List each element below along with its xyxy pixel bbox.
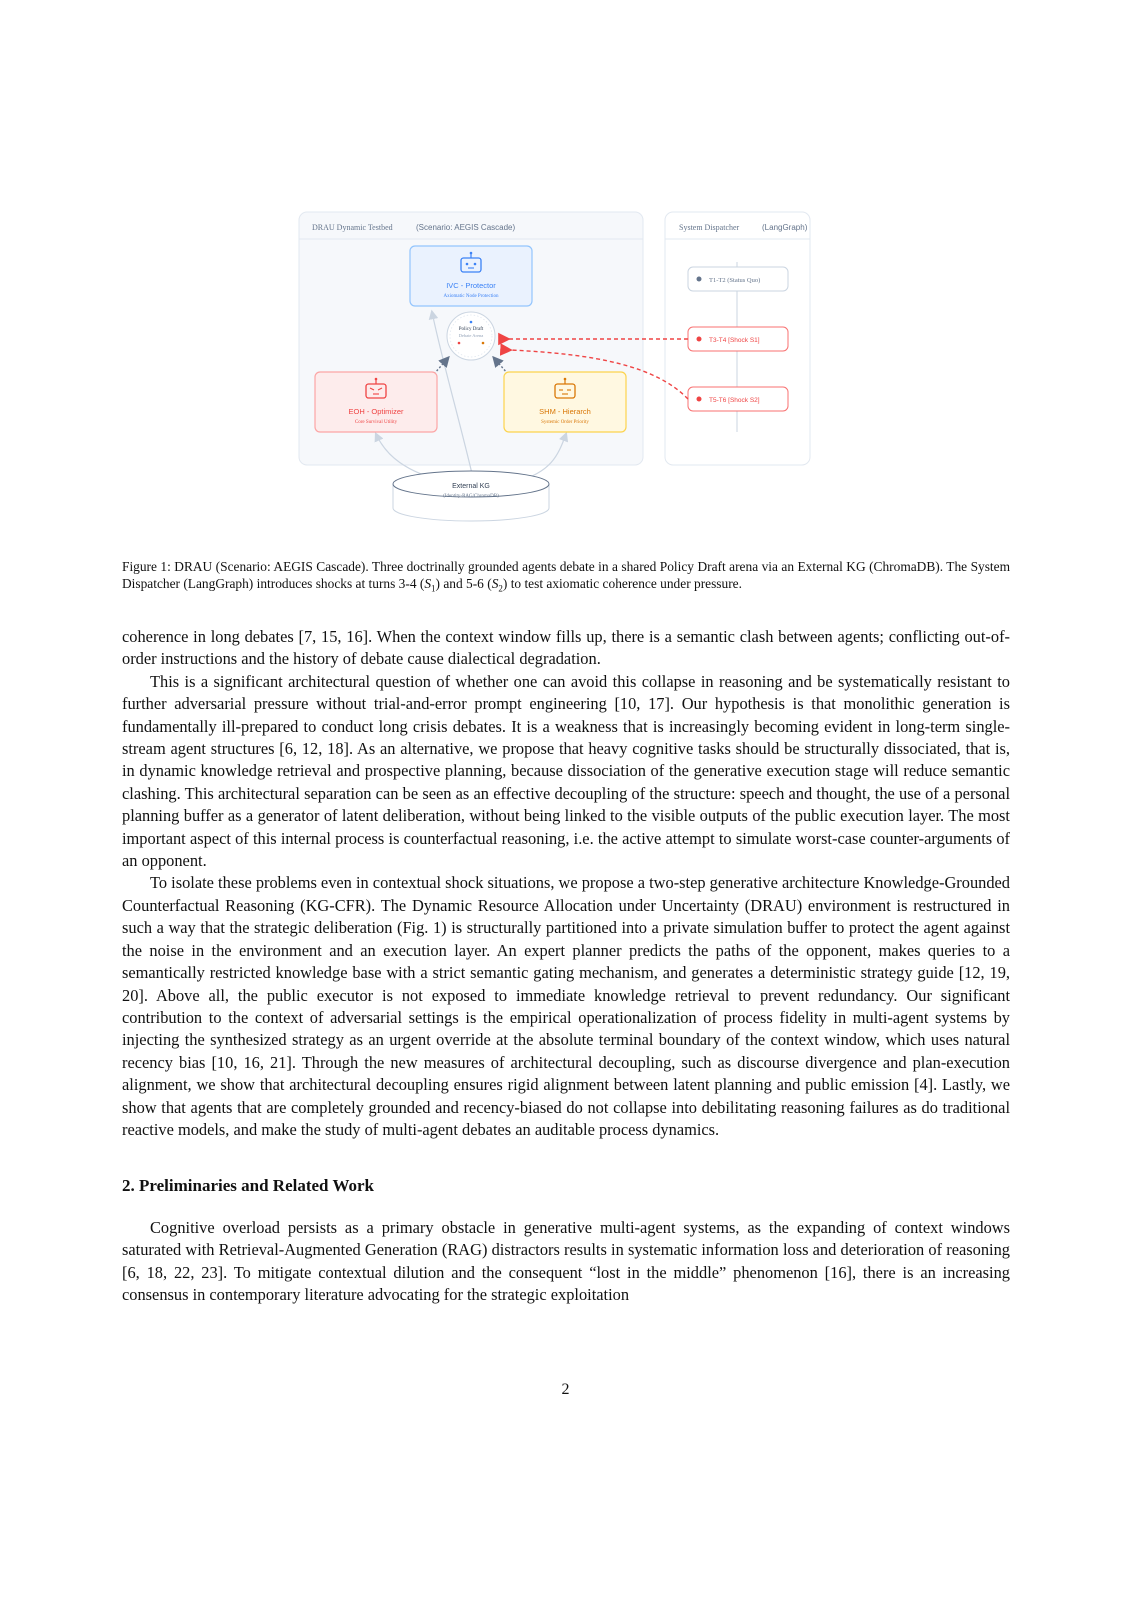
agent-sub-eoh: Core Survival Utility [354,420,398,425]
paragraph-3: To isolate these problems even in contextual shock situations, we propose a two-step generative architecture Knowledge-Grounded Counterfactual Reasoning (KG-CFR). The Dynamic Resource Allocation under Uncertainty (DRAU) environment is restructured in such a way that the strategic deliberation (Fig. 1) is structurally partitioned into a private simulation buffer to protect the agent against the noise in the environment and an execution layer. An expert planner predicts the paths of the opponent, makes queries to a semantically restricted knowledge base with a strict semantic gating mechanism, and generates a deterministic strategy guide [12, 19, 20]. Above all, the public executor is not exposed to immediate knowledge retrieval to prevent redundancy. Our significant contribution to the context of adversarial settings is the empirical operationalization of process fidelity in multi-agent systems by injecting the synthesized strategy as an urgent override at the absolute terminal boundary of the context window, which uses natural recency bias [10, 16, 21]. Through the new measures of architectural decoupling, such as discourse divergence and plan-execution alignment, we show that architectural decoupling ensures rigid alignment between latent planning and public emission [4]. Lastly, we show that agents that are completely grounded and recency-biased do not collapse into debilitating reasoning failures as do traditional reactive models, and make the study of multi-agent debates an auditable process dynamics. [122,873,1011,1139]
caption-text-1: Figure 1: DRAU (Scenario: AEGIS Cascade). Three doctrinally grounded agents debate in a shared Policy Draft arena via an External KG (ChromaDB). The System Dispatcher (LangGraph) introduces shocks at turns 3-4 ( [122,559,1010,591]
turn-label-t1: T1-T2 (Status Quo) [709,277,761,284]
figure-caption [122,558,1010,598]
paragraph-4: Cognitive overload persists as a primary obstacle in generative multi-agent systems, as the expanding of context windows saturated with Retrieval-Augmented Generation (RAG) distractors results in systematic information loss and deterioration of reasoning [6, 18, 22, 23]. To mitigate contextual dilution and the consequent “lost in the middle” phenomenon [16], there is an increasing consensus in contemporary literature advocating for the strategic exploitation [122,1217,1010,1304]
caption-s1: S [424,576,432,591]
turn-dot-t5 [697,397,702,402]
page-number: 2 [561,1381,570,1398]
caption-s2-sub: 2 [498,583,503,594]
agent-name-shm: SHM - Hierarch [539,407,591,416]
arena-dot-ivc [470,321,473,324]
figure-1 [296,206,836,536]
body-text [122,626,1010,1306]
paragraph-1: coherence in long debates [7, 15, 16]. When the context window fills up, there is a semantic clash between agents; conflicting out-of-order instructions and the history of debate cause dialectical degradation. [122,627,1010,669]
turn-dot-t1 [697,277,702,282]
testbed-scenario: (Scenario: AEGIS Cascade) [416,223,516,232]
architecture-diagram [296,206,836,536]
agent-name-eoh: EOH - Optimizer [348,407,404,416]
paragraph-2: This is a significant architectural question of whether one can avoid this collapse in reasoning and be systematically resistant to further adversarial pressure without trial-and-error prompt engineering [10, 17]. Our hypothesis is that monolithic generation is fundamentally ill-prepared to conduct long crisis debates. It is a weakness that is increasingly becoming evident in long-term single-stream agent structures [6, 12, 18]. As an alternative, we propose that heavy cognitive tasks should be structurally dissociated, that is, in dynamic knowledge retrieval and prospective planning, because dissociation of the generative execution stage will reduce semantic clashing. This architectural separation can be seen as an effective decoupling of the structure: speech and thought, the use of a personal planning buffer as a generator of latent deliberation, without being linked to the visible outputs of the public execution layer. The most important aspect of this internal process is counterfactual reasoning, i.e. the active attempt to simulate worst-case counter-arguments of an opponent. [122,671,1010,871]
caption-text-2: ) and 5-6 ( [435,576,492,591]
turn-label-t3: T3-T4 [Shock S1] [709,337,760,344]
caption-text-3: ) to test axiomatic coherence under pressure. [502,576,742,591]
arena-sub: Debate Arena [458,333,484,338]
kg-name: External KG [452,483,490,490]
arena-name: Policy Draft [458,327,484,332]
dispatcher-sub: (LangGraph) [762,223,808,232]
turn-label-t5: T5-T6 [Shock S2] [709,397,760,404]
arena-dot-eoh [458,342,461,345]
caption-s2: S [491,576,499,591]
agent-sub-ivc: Axiomatic Node Protection [443,294,499,299]
turn-dot-t3 [697,337,702,342]
dispatcher-title: System Dispatcher [679,223,740,232]
kg-sub: (Identity-RAG/ChromaDB) [443,494,499,499]
agent-name-ivc: IVC - Protector [446,281,496,290]
caption-s1-sub: 1 [431,583,436,594]
arena-dot-shm [482,342,485,345]
testbed-title: DRAU Dynamic Testbed [312,223,393,232]
section-heading: 2. Preliminaries and Related Work [122,1176,375,1196]
agent-sub-shm: Systemic Order Priority [541,420,589,425]
